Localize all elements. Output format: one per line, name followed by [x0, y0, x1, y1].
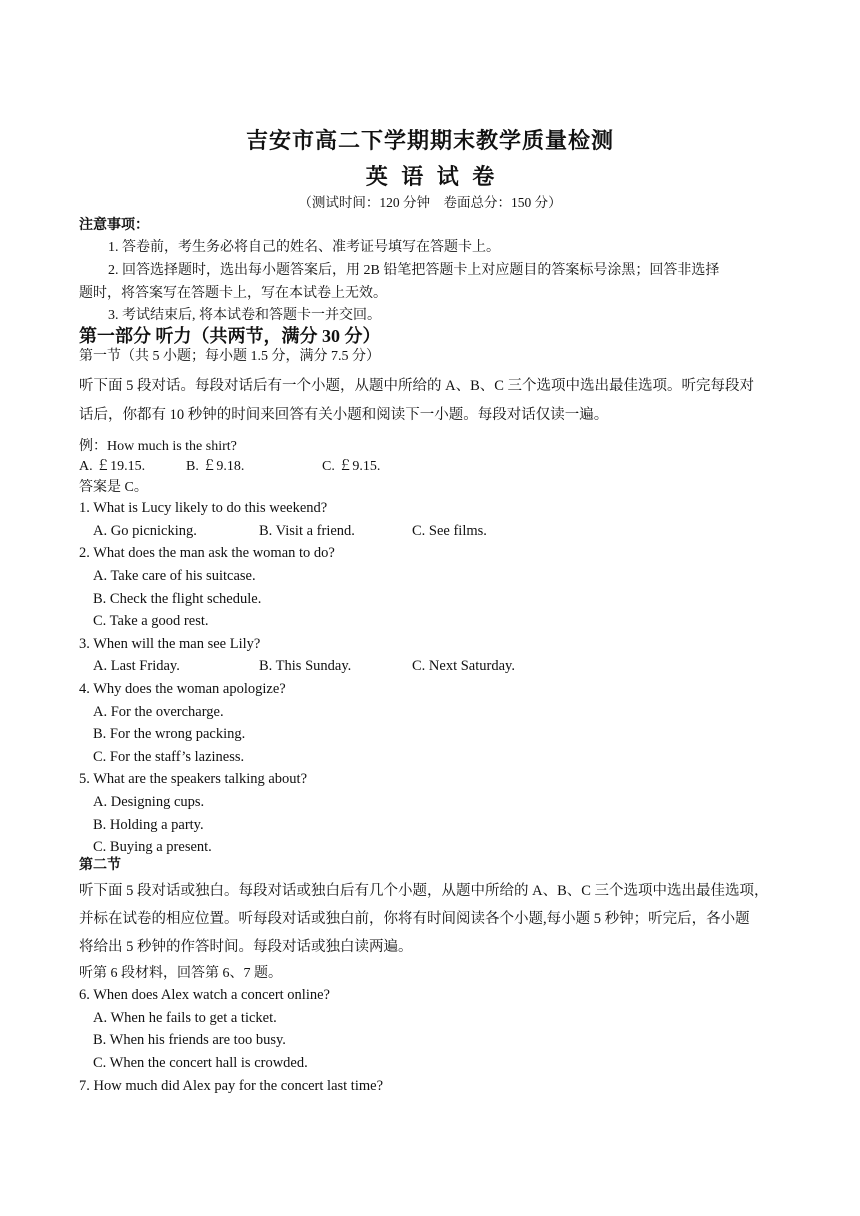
question-option: C. For the staff’s laziness. — [93, 749, 245, 765]
note-item: 1. 答卷前，考生务必将自己的姓名、准考证号填写在答题卡上。 — [108, 240, 500, 255]
notes-heading: 注意事项： — [79, 218, 149, 233]
question-text: 4. Why does the woman apologize? — [79, 681, 286, 697]
note-item: 题时，将答案写在答题卡上，写在本试卷上无效。 — [79, 286, 387, 301]
question-option: C. Next Saturday. — [412, 658, 515, 674]
example-answer: 答案是 C。 — [79, 480, 148, 495]
question-option: C. See films. — [412, 523, 487, 539]
note-item: 3. 考试结束后, 将本试卷和答题卡一并交回。 — [108, 308, 381, 323]
question-option: A. Take care of his suitcase. — [93, 568, 256, 584]
question-option: B. When his friends are too busy. — [93, 1032, 286, 1048]
question-option: A. Designing cups. — [93, 794, 205, 810]
exam-info: （测试时间：120 分钟 卷面总分：150 分） — [298, 195, 562, 210]
exam-subject: 英 语 试 卷 — [365, 164, 495, 189]
question-text: 7. How much did Alex pay for the concert last time? — [79, 1078, 384, 1094]
example-option: A. ￡19.15. — [79, 459, 146, 474]
note-item: 2. 回答选择题时，选出每小题答案后，用 2B 铅笔把答题卡上对应题目的答案标号涂黑；回答非选择 — [108, 263, 720, 278]
question-option: A. When he fails to get a ticket. — [93, 1010, 277, 1026]
section1-instructions: 话后，你都有 10 秒钟的时间来回答有关小题和阅读下一小题。每段对话仅读一遍。 — [79, 407, 609, 423]
question-option: B. This Sunday. — [259, 658, 352, 674]
question-text: 5. What are the speakers talking about? — [79, 771, 308, 787]
question-text: 1. What is Lucy likely to do this weekend? — [79, 500, 328, 516]
material-note: 听第 6 段材料，回答第 6、7 题。 — [79, 966, 282, 981]
section2-instructions: 并标在试卷的相应位置。听每段对话或独白前，你将有时间阅读各个小题,每小题 5 秒钟；听完后，各小题 — [79, 911, 750, 927]
question-text: 2. What does the man ask the woman to do? — [79, 545, 335, 561]
example-option: B. ￡9.18. — [186, 459, 245, 474]
section2-title: 第二节 — [79, 858, 121, 873]
question-option: A. Last Friday. — [93, 658, 180, 674]
question-option: A. For the overcharge. — [93, 704, 224, 720]
question-option: C. When the concert hall is crowded. — [93, 1055, 308, 1071]
section2-instructions: 听下面 5 段对话或独白。每段对话或独白后有几个小题，从题中所给的 A、B、C 三个选项中选出最佳选项， — [79, 883, 769, 899]
exam-title: 吉安市高二下学期期末教学质量检测 — [245, 128, 614, 153]
question-option: B. Check the flight schedule. — [93, 591, 262, 607]
section2-instructions: 将给出 5 秒钟的作答时间。每段对话或独白读两遍。 — [79, 939, 413, 955]
question-option: C. Take a good rest. — [93, 613, 209, 629]
part1-title: 第一部分 听力（共两节，满分 30 分） — [79, 326, 381, 346]
question-option: A. Go picnicking. — [93, 523, 197, 539]
question-option: B. For the wrong packing. — [93, 726, 246, 742]
question-option: B. Visit a friend. — [259, 523, 355, 539]
question-option: B. Holding a party. — [93, 817, 204, 833]
example-option: C. ￡9.15. — [322, 459, 381, 474]
question-text: 6. When does Alex watch a concert online? — [79, 987, 330, 1003]
example-question: 例：How much is the shirt? — [79, 439, 237, 454]
question-text: 3. When will the man see Lily? — [79, 636, 261, 652]
section1-instructions: 听下面 5 段对话。每段对话后有一个小题，从题中所给的 A、B、C 三个选项中选出最佳选项。听完每段对 — [79, 378, 755, 394]
section1-title: 第一节（共 5 小题；每小题 1.5 分，满分 7.5 分） — [79, 349, 380, 364]
question-option: C. Buying a present. — [93, 839, 212, 855]
